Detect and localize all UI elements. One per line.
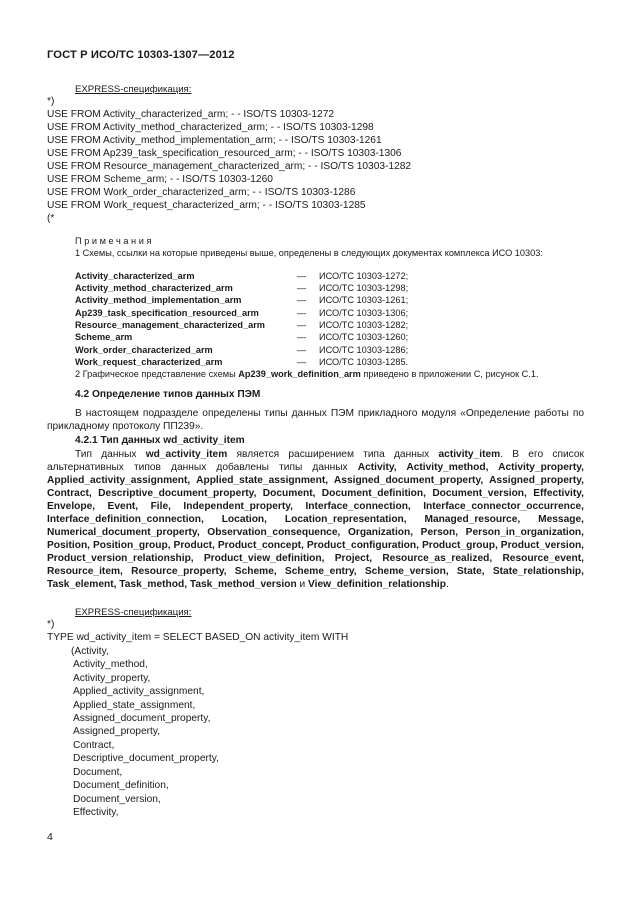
- schema-name: Work_order_characterized_arm: [75, 345, 213, 355]
- code-line: TYPE wd_activity_item = SELECT BASED_ON activity_item WITH: [47, 632, 349, 643]
- schema-name: Resource_management_characterized_arm: [75, 320, 265, 330]
- schema-ref-row: [75, 308, 495, 319]
- select-item: Applied_state_assignment,: [73, 700, 196, 711]
- ref-dash: —: [297, 271, 307, 281]
- code-line: USE FROM Activity_method_implementation_arm; - - ISO/TS 10303-1261: [47, 135, 382, 146]
- code-line: USE FROM Activity_method_characterized_arm; - - ISO/TS 10303-1298: [47, 122, 374, 133]
- note-2-schema: Ap239_work_definition_arm: [238, 369, 361, 379]
- note-2-suffix: приведено в приложении С, рисунок С.1.: [360, 369, 539, 379]
- conj: и: [296, 579, 309, 590]
- section-4-2-text: В настоящем подразделе определены типы данных ПЭМ прикладного модуля «Определение работы по прикладному протоколу ПП239».: [47, 408, 584, 432]
- code-line: USE FROM Work_order_characterized_arm; - - ISO/TS 10303-1286: [47, 187, 356, 198]
- schema-doc: ИСО/ТС 10303-1272;: [319, 271, 409, 281]
- select-item: Contract,: [73, 740, 115, 751]
- schema-name: Activity_method_characterized_arm: [75, 283, 233, 293]
- note-1: 1 Схемы, ссылки на которые приведены выше, определены в следующих документах комплекса ИСО 10303:: [75, 248, 543, 258]
- schema-ref-row: [75, 357, 495, 368]
- schema-ref-row: [75, 332, 495, 343]
- page-number: 4: [47, 831, 53, 843]
- schema-name: Scheme_arm: [75, 332, 133, 342]
- note-2-prefix: 2 Графическое представление схемы: [75, 369, 239, 379]
- schema-doc: ИСО/ТС 10303-1261;: [319, 295, 409, 305]
- section-4-2-title: 4.2 Определение типов данных ПЭМ: [75, 389, 261, 400]
- schema-ref-row: [75, 295, 495, 306]
- schema-name: Ap239_task_specification_resourced_arm: [75, 308, 259, 318]
- select-item: Document_definition,: [73, 780, 169, 791]
- schema-doc: ИСО/ТС 10303-1282;: [319, 320, 409, 330]
- schema-doc: ИСО/ТС 10303-1285.: [319, 357, 409, 367]
- section-4-2-1-text: [47, 448, 584, 591]
- text-end: .: [445, 579, 449, 590]
- schema-ref-row: [75, 283, 495, 294]
- express-spec-label: EXPRESS-спецификация:: [75, 607, 192, 618]
- text-c: . В его список альтернативных типов данных добавлены типы данных: [47, 449, 584, 473]
- code-line: *): [47, 96, 55, 107]
- base-type: activity_item: [438, 449, 501, 460]
- schema-doc: ИСО/ТС 10303-1298;: [319, 283, 409, 293]
- schema-ref-row: [75, 320, 495, 331]
- ref-dash: —: [297, 357, 307, 367]
- select-item: Descriptive_document_property,: [73, 753, 219, 764]
- code-line: USE FROM Activity_characterized_arm; - - ISO/TS 10303-1272: [47, 109, 335, 120]
- note-2: [75, 369, 539, 379]
- select-item: Activity_property,: [73, 673, 151, 684]
- schema-doc: ИСО/ТС 10303-1260;: [319, 332, 409, 342]
- document-header: ГОСТ Р ИСО/ТС 10303-1307—2012: [47, 49, 235, 61]
- code-line: USE FROM Resource_management_characterized_arm; - - ISO/TS 10303-1282: [47, 161, 412, 172]
- ref-dash: —: [297, 332, 307, 342]
- select-item: Applied_activity_assignment,: [73, 686, 205, 697]
- select-item: Activity_method,: [73, 659, 148, 670]
- select-item: Assigned_document_property,: [73, 713, 211, 724]
- ref-dash: —: [297, 295, 307, 305]
- select-item: Document,: [73, 767, 123, 778]
- section-4-2-1-title: 4.2.1 Тип данных wd_activity_item: [75, 435, 245, 446]
- schema-doc: ИСО/ТС 10303-1306;: [319, 308, 409, 318]
- ref-dash: —: [297, 320, 307, 330]
- express-spec-label: EXPRESS-спецификация:: [75, 84, 192, 95]
- ref-dash: —: [297, 345, 307, 355]
- code-line: USE FROM Work_request_characterized_arm; - - ISO/TS 10303-1285: [47, 200, 366, 211]
- notes-title: Примечания: [75, 236, 155, 246]
- text-a: Тип данных: [75, 449, 146, 460]
- schema-name: Activity_characterized_arm: [75, 271, 195, 281]
- select-item: Effectivity,: [73, 807, 119, 818]
- ref-dash: —: [297, 308, 307, 318]
- schema-name: Activity_method_implementation_arm: [75, 295, 242, 305]
- schema-ref-row: [75, 345, 495, 356]
- schema-name: Work_request_characterized_arm: [75, 357, 223, 367]
- text-b: является расширением типа данных: [227, 449, 439, 460]
- schema-ref-row: [75, 271, 495, 282]
- select-item: Document_version,: [73, 794, 161, 805]
- types-list: Activity, Activity_method, Activity_property, Applied_activity_assignment, Applied_state_assignment, Assigned_document_property, Assigned_property, Contract, Descriptive_document_property, Document, Document_definition, Document_version, Effectivity, Envelope, Event, File, Independent_property, Interface_connection, Interface_connector_occurrence, Interface_definition_connection, Location, Location_representation, Managed_resource, Message, Numerical_document_property, Observation_consequence, Organization, Person, Person_in_organization, Position, Position_group, Product, Product_concept, Product_configuration, Product_group, Product_version, Product_version_relationship, Product_view_definition, Project, Resource_as_realized, Resource_event, Resource_item, Resource_property, Scheme, Scheme_entry, Scheme_version, State, State_relationship, Task_element, Task_method, Task_method_version: [47, 462, 584, 590]
- ref-dash: —: [297, 283, 307, 293]
- type-name: wd_activity_item: [145, 449, 228, 460]
- select-item: (Activity,: [71, 646, 109, 657]
- code-line: USE FROM Ap239_task_specification_resourced_arm; - - ISO/TS 10303-1306: [47, 148, 402, 159]
- select-item: Assigned_property,: [73, 726, 161, 737]
- code-line: (*: [47, 213, 55, 224]
- schema-doc: ИСО/ТС 10303-1286;: [319, 345, 409, 355]
- last-type: View_definition_relationship: [308, 579, 446, 590]
- code-line: *): [47, 619, 55, 630]
- code-line: USE FROM Scheme_arm; - - ISO/TS 10303-1260: [47, 174, 273, 185]
